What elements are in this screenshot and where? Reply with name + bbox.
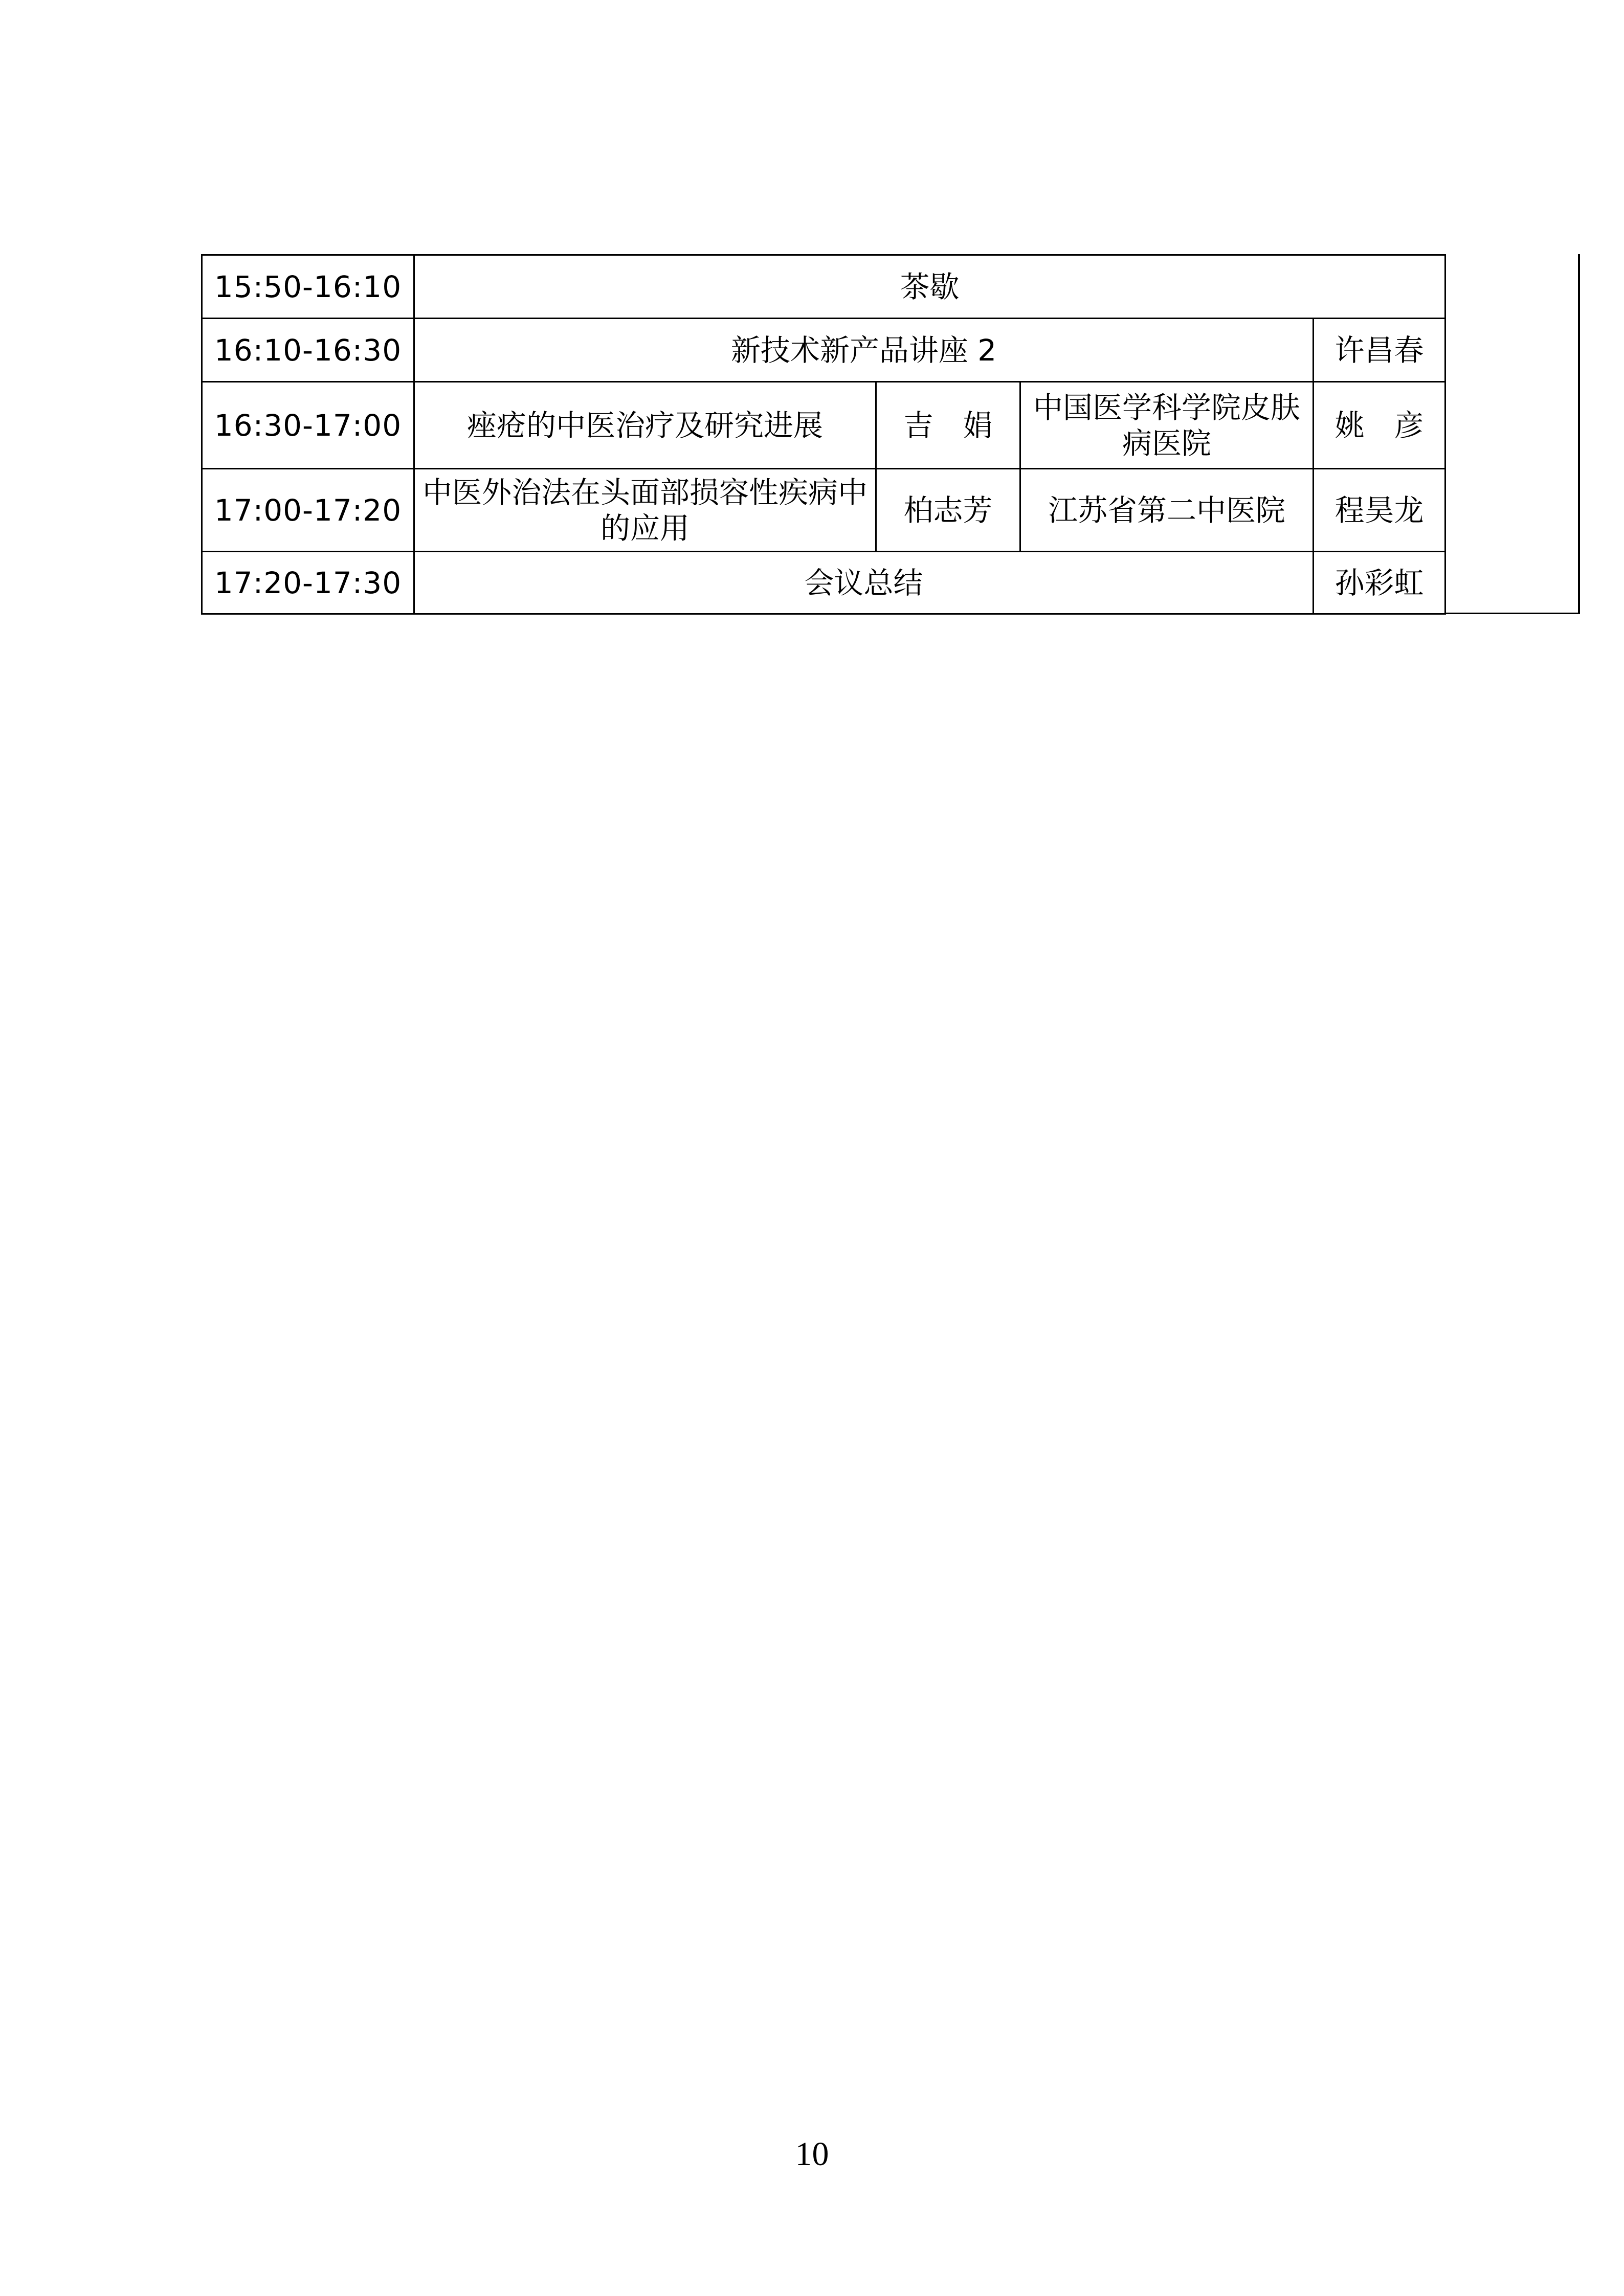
session-title-cell: 会议总结 bbox=[414, 552, 1314, 614]
speaker-cell: 柏志芳 bbox=[876, 469, 1020, 552]
chair-cell: 许昌春 bbox=[1314, 319, 1445, 382]
time-cell: 17:20-17:30 bbox=[202, 552, 414, 614]
table-row bbox=[202, 469, 1445, 552]
table-row bbox=[202, 552, 1445, 614]
chair-cell: 姚 彦 bbox=[1314, 382, 1445, 469]
chair-cell: 孙彩虹 bbox=[1314, 552, 1445, 614]
chair-cell: 程昊龙 bbox=[1314, 469, 1445, 552]
table-row bbox=[202, 382, 1445, 469]
session-title-cell: 新技术新产品讲座 2 bbox=[414, 319, 1314, 382]
time-cell: 15:50-16:10 bbox=[202, 255, 414, 319]
institution-cell: 中国医学科学院皮肤病医院 bbox=[1020, 382, 1314, 469]
time-cell: 16:10-16:30 bbox=[202, 319, 414, 382]
page-number: 10 bbox=[795, 2135, 829, 2173]
table-row bbox=[202, 319, 1445, 382]
table-outer-right-border bbox=[1578, 254, 1580, 614]
time-cell: 16:30-17:00 bbox=[202, 382, 414, 469]
time-cell: 17:00-17:20 bbox=[202, 469, 414, 552]
table-row bbox=[202, 255, 1445, 319]
talk-title-cell: 中医外治法在头面部损容性疾病中的应用 bbox=[414, 469, 876, 552]
schedule-table bbox=[201, 254, 1446, 615]
session-title-cell: 茶歇 bbox=[414, 255, 1445, 319]
talk-title-cell: 痤疮的中医治疗及研究进展 bbox=[414, 382, 876, 469]
institution-cell: 江苏省第二中医院 bbox=[1020, 469, 1314, 552]
table-bottom-border-extension bbox=[1444, 613, 1580, 614]
speaker-cell: 吉 娟 bbox=[876, 382, 1020, 469]
